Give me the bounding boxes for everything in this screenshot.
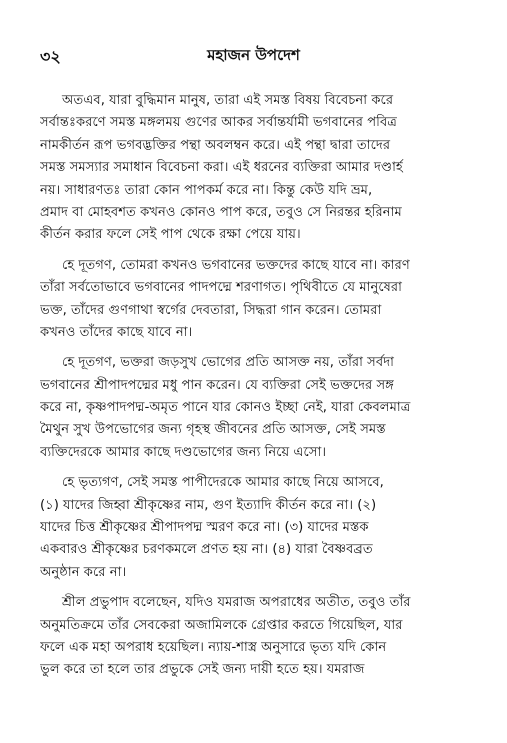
paragraph-5: [40, 592, 478, 682]
text-line: ভক্ত, তাঁদের গুণগাথা স্বর্গের দেবতারা, সিদ্ধরা গান করেন। তোমরা: [40, 302, 382, 318]
text-line: ব্যক্তিদেরকে আমার কাছে দণ্ডভোগের জন্য নিয়ে এসো।: [40, 444, 327, 460]
text-line: হে দূতগণ, তোমরা কখনও ভগবানের ভক্তদের কাছে যাবে না। কারণ: [62, 257, 410, 273]
text-line: করে না, কৃষ্ণপাদপদ্ম-অমৃত পানে যার কোনও ইচ্ছা নেই, যারা কেবলমাত্র: [40, 400, 411, 416]
text-line: হে ভৃত্যগণ, সেই সমস্ত পাপীদেরকে আমার কাছে নিয়ে আসবে,: [62, 475, 384, 491]
text-line: প্রমাদ বা মোহবশত কখনও কোনও পাপ করে, তবুও সে নিরন্তর হরিনাম: [40, 204, 402, 220]
page-number: ৩২: [40, 47, 61, 66]
paragraph-2: [40, 255, 478, 345]
text-line: অনুষ্ঠান করে না।: [40, 564, 127, 580]
text-line: হে দূতগণ, ভক্তরা জড়সুখ ভোগের প্রতি আসক্ত নয়, তাঁরা সর্বদা: [62, 355, 394, 371]
text-line: শ্রীল প্রভুপাদ বলেছেন, যদিও যমরাজ অপরাধের অতীত, তবুও তাঁর: [62, 595, 411, 611]
body-text: [40, 90, 478, 690]
text-line: সর্বান্তঃকরণে সমস্ত মঙ্গলময় গুণের আকর সর্বান্তর্যামী ভগবানের পবিত্র: [40, 115, 397, 131]
text-line: ফলে এক মহা অপরাধ হয়েছিল। ন্যায়-শাস্ত্র অনুসারে ভৃত্য যদি কোন: [40, 639, 387, 655]
text-line: অনুমতিক্রমে তাঁর সেবকেরা অজামিলকে গ্রেপ্তার করতে গিয়েছিল, যার: [40, 617, 403, 633]
text-line: ভগবানের শ্রীপাদপদ্মের মধু পান করেন। যে ব্যক্তিরা সেই ভক্তদের সঙ্গ: [40, 377, 394, 393]
text-line: (১) যাদের জিহ্বা শ্রীকৃষ্ণের নাম, গুণ ইত্যাদি কীর্তন করে না। (২): [40, 497, 377, 513]
paragraph-1: [40, 90, 478, 247]
text-line: একবারও শ্রীকৃষ্ণের চরণকমলে প্রণত হয় না। (৪) যারা বৈষ্ণবব্রত: [40, 542, 373, 558]
text-line: মৈথুন সুখ উপভোগের জন্য গৃহস্থ জীবনের প্রতি আসক্ত, সেই সমস্ত: [40, 422, 386, 438]
text-line: অতএব, যারা বুদ্ধিমান মানুষ, তারা এই সমস্ত বিষয় বিবেচনা করে: [62, 93, 394, 108]
text-line: তাঁরা সর্বতোভাবে ভগবানের পাদপদ্মে শরণাগত। পৃথিবীতে যে মানুষেরা: [40, 280, 402, 296]
text-line: সমস্ত সমস্যার সমাধান বিবেচনা করা। এই ধরনের ব্যক্তিরা আমার দণ্ডার্হ: [40, 160, 403, 176]
text-line: কীর্তন করার ফলে সেই পাপ থেকে রক্ষা পেয়ে যায়।: [40, 227, 301, 243]
text-line: নামকীর্তন রূপ ভগবদ্ভক্তির পন্থা অবলম্বন করে। এই পন্থা দ্বারা তাদের: [40, 137, 391, 153]
text-line: কখনও তাঁদের কাছে যাবে না।: [40, 324, 193, 340]
paragraph-4: [40, 472, 478, 584]
text-line: যাদের চিত্ত শ্রীকৃষ্ণের শ্রীপাদপদ্ম স্মরণ করে না। (৩) যাদের মস্তক: [40, 520, 369, 536]
running-title: মহাজন উপদেশ: [207, 46, 300, 64]
paragraph-3: [40, 352, 478, 464]
text-line: নয়। সাধারণতঃ তারা কোন পাপকর্ম করে না। কিন্তু কেউ যদি ভ্রম,: [40, 182, 373, 198]
text-line: ভুল করে তা হলে তার প্রভুকে সেই জন্য দায়ী হতে হয়। যমরাজ: [40, 662, 365, 678]
